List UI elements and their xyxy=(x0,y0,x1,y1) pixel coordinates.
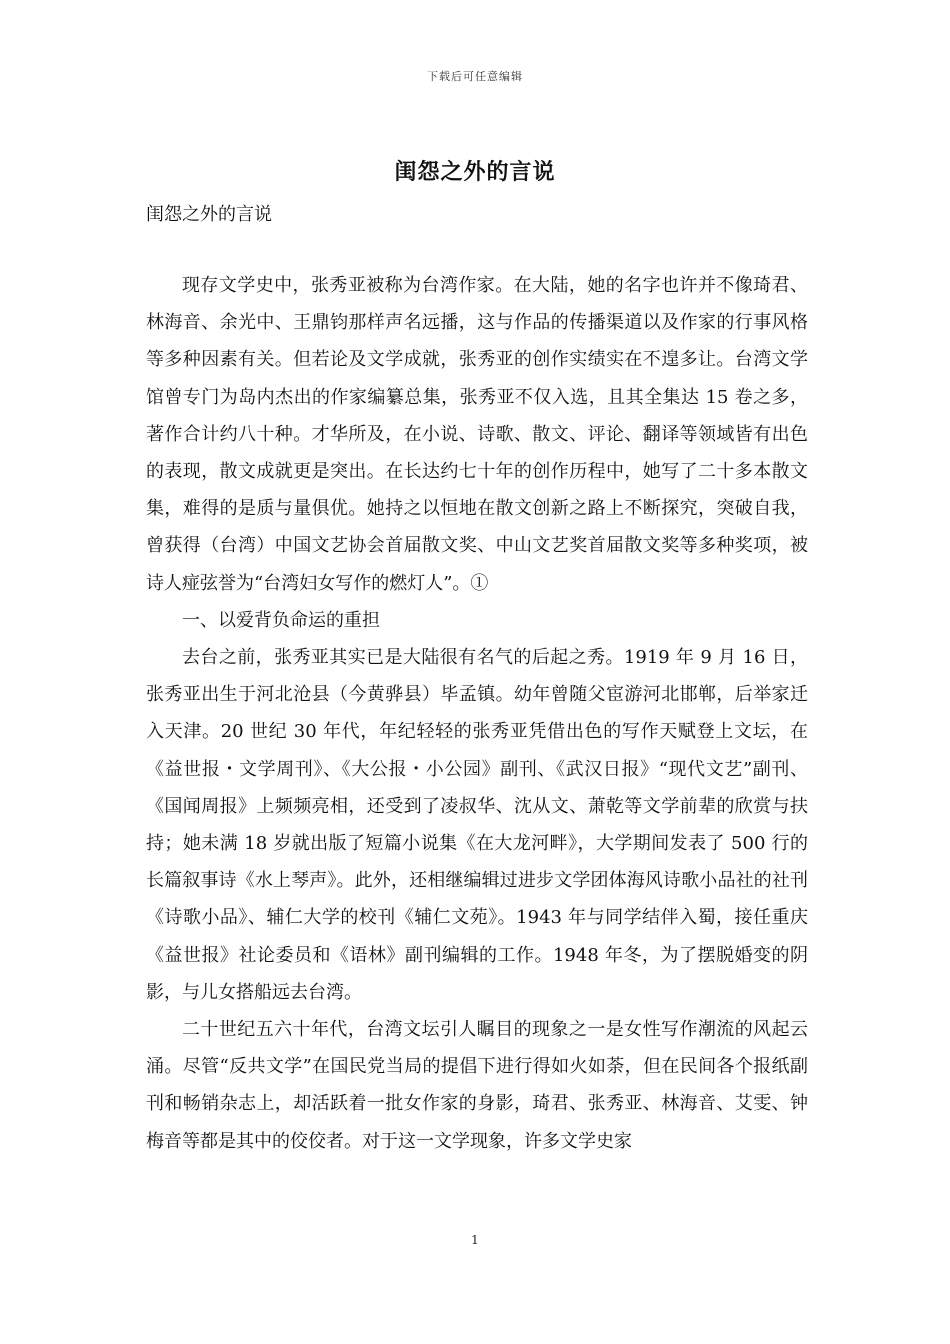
section-heading: 一、以爱背负命运的重担 xyxy=(182,609,380,631)
page-number: 1 xyxy=(471,1233,479,1247)
paragraph-intro: 现存文学史中，张秀亚被称为台湾作家。在大陆，她的名字也许并不像琦君、林海音、余光中、王鼎钧那样声名远播，这与作品的传播渠道以及作家的行事风格等多种因素有关。但若论及文学成就，张秀亚的创作实绩实在不遑多让。台湾文学馆曾专门为岛内杰出的作家编纂总集，张秀亚不仅入选，且其全集达 15 卷之多，著作合计约八十种。才华所及，在小说、诗歌、散文、评论、翻译等领域皆有出色的表现，散文成就更是突出。在长达约七十年的创作历程中，她写了二十多本散文集，难得的是质与量俱优。她持之以恒地在散文创新之路上不断探究，突破自我，曾获得（台湾）中国文艺协会首届散文奖、中山文艺奖首届散文奖等多种奖项，被诗人痖弦誉为“台湾妇女写作的燃灯人”。① xyxy=(146,275,808,594)
paragraph-biography: 去台之前，张秀亚其实已是大陆很有名气的后起之秀。1919 年 9 月 16 日，张秀亚出生于河北沧县（今黄骅县）毕孟镇。幼年曾随父宦游河北邯郸，后举家迁入天津。20 世纪 30 年代，年纪轻轻的张秀亚凭借出色的写作天赋登上文坛，在《益世报・文学周刊》、《大公报・小公园》副刊、《武汉日报》“现代文艺”副刊、《国闻周报》上频频亮相，还受到了凌叔华、沈从文、萧乾等文学前辈的欣赏与扶持；她未满 18 岁就出版了短篇小说集《在大龙河畔》，大学期间发表了 500 行的长篇叙事诗《水上琴声》。此外，还相继编辑过进步文学团体海风诗歌小品社的社刊《诗歌小品》、辅仁大学的校刊《辅仁文苑》。1943 年与同学结伴入蜀，接任重庆《益世报》社论委员和《语林》副刊编辑的工作。1948 年冬，为了摆脱婚变的阴影，与儿女搭船远去台湾。 xyxy=(146,647,808,1003)
document-subtitle: 闺怨之外的言说 xyxy=(146,204,272,225)
body-text xyxy=(146,267,808,1160)
document-title: 闺怨之外的言说 xyxy=(394,159,556,185)
paragraph-context: 二十世纪五六十年代，台湾文坛引人瞩目的现象之一是女性写作潮流的风起云涌。尽管“反共文学”在国民党当局的提倡下进行得如火如荼，但在民间各个报纸副刊和畅销杂志上，却活跃着一批女作家的身影，琦君、张秀亚、林海音、艾雯、钟梅音等都是其中的佼佼者。对于这一文学现象，许多文学史家 xyxy=(146,1019,808,1152)
header-note: 下载后可任意编辑 xyxy=(427,70,523,83)
